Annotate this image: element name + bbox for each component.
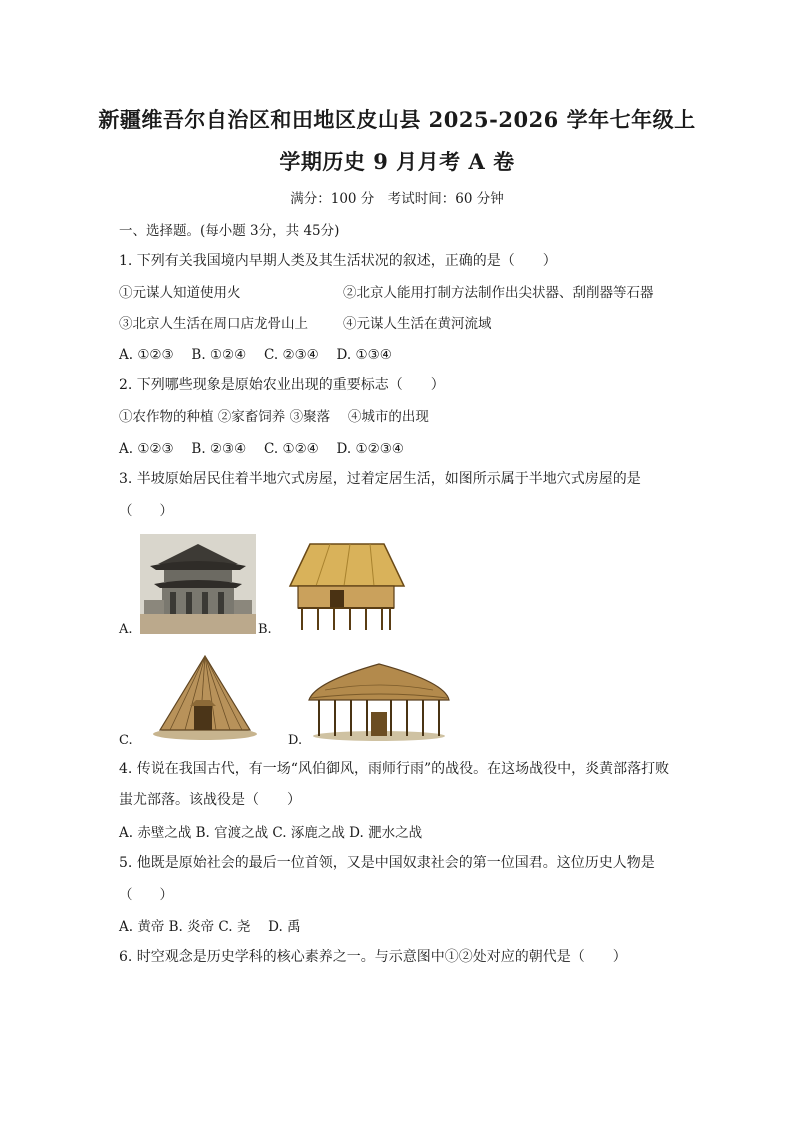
option-d-round-house-image	[305, 660, 453, 742]
section-heading: 一、选择题。(每小题 3分，共 45分)	[119, 223, 340, 239]
exam-meta: 满分：100 分 考试时间：60 分钟	[290, 191, 504, 207]
q4-options: A. 赤壁之战 B. 官渡之战 C. 涿鹿之战 D. 淝水之战	[119, 825, 423, 841]
q5-options: A. 黄帝 B. 炎帝 C. 尧 D. 禹	[119, 919, 301, 935]
q1-statement-1: ①元谋人知道使用火	[119, 285, 241, 301]
q3-paren: （ ）	[119, 503, 173, 519]
option-c-conical-hut-image	[150, 652, 260, 742]
option-a-label: A.	[119, 622, 133, 637]
exam-title-line1: 新疆维吾尔自治区和田地区皮山县 2025-2026 学年七年级上	[98, 107, 696, 132]
option-a-palace-image	[140, 534, 256, 634]
option-b-stilt-house-image	[280, 540, 410, 632]
q2-options: A. ①②③ B. ②③④ C. ①②④ D. ①②③④	[119, 441, 404, 457]
q6-stem: 6. 时空观念是历史学科的核心素养之一。与示意图中①②处对应的朝代是（ ）	[119, 949, 627, 965]
q4-stem-line2: 蚩尤部落。该战役是（ ）	[119, 792, 301, 808]
q1-statement-3: ③北京人生活在周口店龙骨山上	[119, 316, 308, 332]
q1-stem: 1. 下列有关我国境内早期人类及其生活状况的叙述，正确的是（ ）	[119, 253, 557, 269]
q3-stem: 3. 半坡原始居民住着半地穴式房屋，过着定居生活，如图所示属于半地穴式房屋的是	[119, 471, 641, 487]
q1-statement-2: ②北京人能用打制方法制作出尖状器、刮削器等石器	[343, 285, 654, 301]
q2-stem: 2. 下列哪些现象是原始农业出现的重要标志（ ）	[119, 377, 445, 393]
q1-statement-4: ④元谋人生活在黄河流域	[343, 316, 492, 332]
q5-paren: （ ）	[119, 887, 173, 903]
q5-stem: 5. 他既是原始社会的最后一位首领，又是中国奴隶社会的第一位国君。这位历史人物是	[119, 855, 655, 871]
option-d-label: D.	[288, 733, 303, 748]
exam-title-line2: 学期历史 9 月月考 A 卷	[279, 149, 515, 174]
option-b-label: B.	[258, 622, 272, 637]
q2-statements: ①农作物的种植 ②家畜饲养 ③聚落 ④城市的出现	[119, 409, 429, 425]
option-c-label: C.	[119, 733, 133, 748]
q4-stem-line1: 4. 传说在我国古代，有一场“风伯御风，雨师行雨”的战役。在这场战役中，炎黄部落打败	[119, 761, 670, 777]
q1-options: A. ①②③ B. ①②④ C. ②③④ D. ①③④	[119, 347, 392, 363]
